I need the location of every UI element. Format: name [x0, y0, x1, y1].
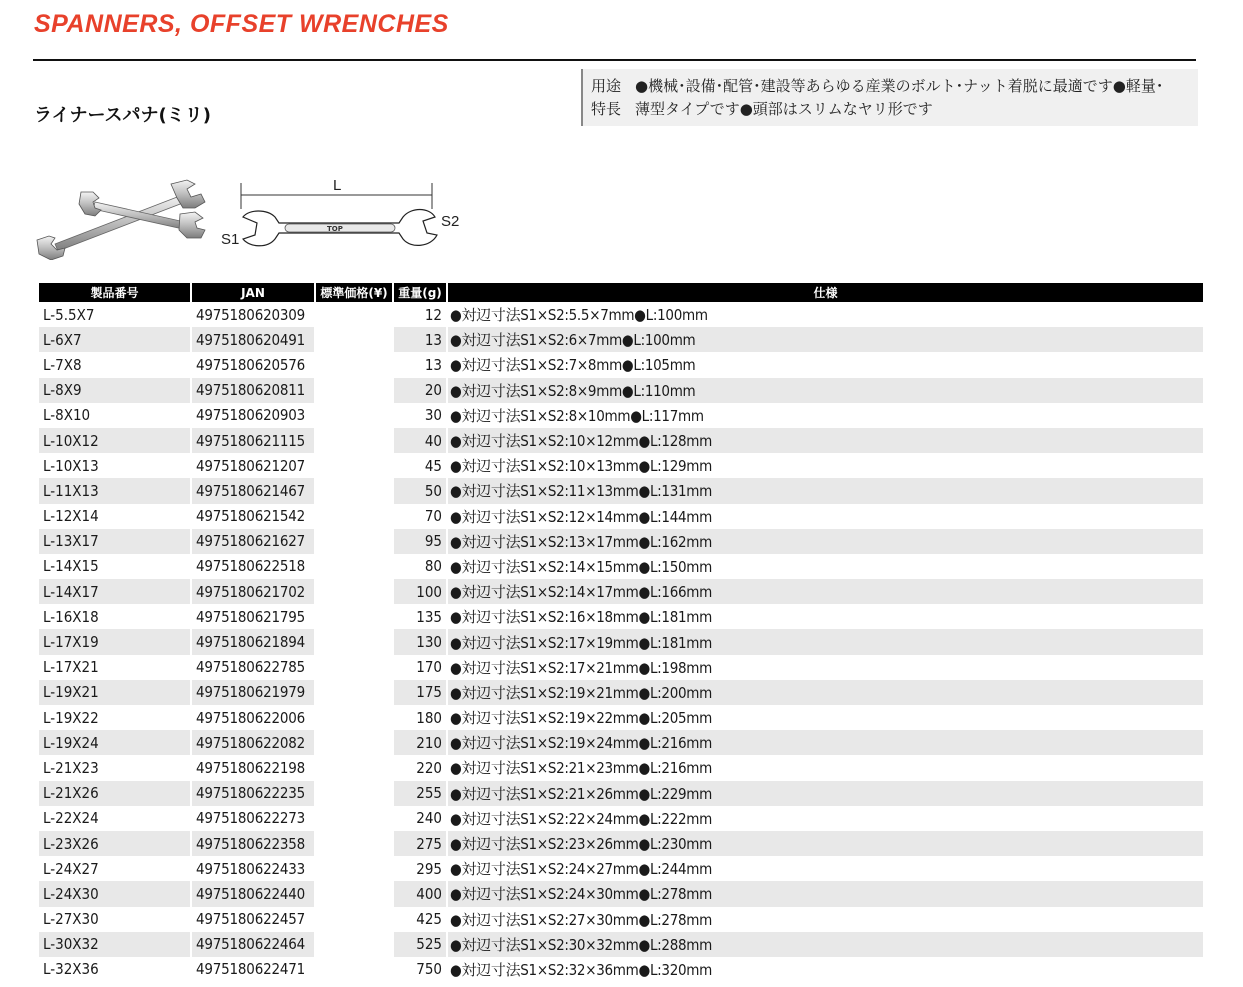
table-row: [39, 478, 1203, 503]
model-cell: L-17X21: [39, 655, 191, 680]
price-cell: [315, 705, 393, 730]
price-cell: [315, 856, 393, 881]
price-cell: [315, 907, 393, 932]
weight-cell: 400: [393, 881, 447, 906]
weight-cell: 100: [393, 579, 447, 604]
model-cell: L-22X24: [39, 806, 191, 831]
price-cell: [315, 730, 393, 755]
weight-cell: 12: [393, 302, 447, 327]
section-title: SPANNERS, OFFSET WRENCHES: [34, 10, 449, 38]
model-cell: L-10X13: [39, 453, 191, 478]
price-cell: [315, 579, 393, 604]
weight-cell: 13: [393, 352, 447, 377]
table-row: [39, 529, 1203, 554]
price-cell: [315, 453, 393, 478]
spec-cell: ●対辺寸法S1×S2:14×15mm●L:150mm: [450, 557, 712, 576]
spec-cell: ●対辺寸法S1×S2:24×30mm●L:278mm: [447, 881, 1203, 906]
weight-cell: 170: [393, 655, 447, 680]
usage-text-line-2: 薄型タイプです●頭部はスリムなヤリ形です: [635, 100, 933, 118]
weight-cell: 40: [393, 428, 447, 453]
dimension-label-s1: S1: [221, 231, 240, 248]
table-row: [39, 755, 1203, 780]
spec-cell: ●対辺寸法S1×S2:11×13mm●L:131mm: [447, 478, 1203, 503]
weight-cell: 20: [393, 378, 447, 403]
model-cell: L-13X17: [39, 529, 191, 554]
model-cell: L-10X12: [39, 428, 191, 453]
spec-cell: ●対辺寸法S1×S2:19×21mm●L:200mm: [447, 680, 1203, 705]
jan-cell: 4975180622471: [191, 957, 315, 982]
table-body: [39, 302, 1203, 982]
jan-cell: 4975180621207: [191, 453, 315, 478]
weight-cell: 70: [393, 504, 447, 529]
jan-cell: 4975180622198: [191, 755, 315, 780]
brand-mark: TOP: [327, 225, 343, 233]
price-cell: [315, 629, 393, 654]
usage-label: 用途: [591, 77, 622, 95]
weight-cell: 175: [393, 680, 447, 705]
weight-cell: 220: [393, 755, 447, 780]
price-cell: [315, 604, 393, 629]
model-cell: L-14X15: [39, 554, 191, 579]
weight-cell: 80: [393, 554, 447, 579]
spec-cell: ●対辺寸法S1×S2:17×21mm●L:198mm: [450, 658, 712, 677]
model-cell: L-8X10: [39, 403, 191, 428]
jan-cell: 4975180622433: [191, 856, 315, 881]
column-header-price: 標準価格(¥): [315, 283, 393, 302]
price-cell: [315, 302, 393, 327]
column-header-weight: 重量(g): [393, 283, 447, 302]
price-cell: [315, 378, 393, 403]
model-cell: L-24X30: [39, 881, 191, 906]
spec-cell: ●対辺寸法S1×S2:10×12mm●L:128mm: [447, 428, 1203, 453]
jan-cell: 4975180620811: [191, 378, 315, 403]
price-cell: [315, 755, 393, 780]
spec-cell: ●対辺寸法S1×S2:19×22mm●L:205mm: [450, 709, 712, 728]
spec-cell: ●対辺寸法S1×S2:21×26mm●L:229mm: [447, 781, 1203, 806]
jan-cell: 4975180622457: [191, 907, 315, 932]
price-cell: [315, 831, 393, 856]
weight-cell: 130: [393, 629, 447, 654]
model-cell: L-5.5X7: [39, 302, 191, 327]
product-name: ライナースパナ(ミリ): [34, 105, 212, 126]
price-cell: [315, 403, 393, 428]
table-row: [39, 705, 1203, 730]
table-row: [39, 856, 1203, 881]
model-cell: L-14X17: [39, 579, 191, 604]
weight-cell: 13: [393, 327, 447, 352]
jan-cell: 4975180622785: [191, 655, 315, 680]
model-cell: L-19X21: [39, 680, 191, 705]
weight-cell: 180: [393, 705, 447, 730]
spec-cell: ●対辺寸法S1×S2:16×18mm●L:181mm: [450, 608, 712, 627]
weight-cell: 210: [393, 730, 447, 755]
model-cell: L-16X18: [39, 604, 191, 629]
price-cell: [315, 932, 393, 957]
jan-cell: 4975180620491: [191, 327, 315, 352]
product-photo: [35, 178, 210, 260]
usage-text-line-1: ●機械･設備･配管･建設等あらゆる産業のボルト･ナット着脱に最適です●軽量･: [635, 77, 1164, 95]
spec-cell: ●対辺寸法S1×S2:5.5×7mm●L:100mm: [450, 306, 708, 325]
jan-cell: 4975180620309: [191, 302, 315, 327]
table-row: [39, 378, 1203, 403]
jan-cell: 4975180620903: [191, 403, 315, 428]
table-row: [39, 655, 1203, 680]
table-row: [39, 604, 1203, 629]
spec-cell: ●対辺寸法S1×S2:21×23mm●L:216mm: [450, 759, 712, 778]
jan-cell: 4975180620576: [191, 352, 315, 377]
table-row: [39, 554, 1203, 579]
price-cell: [315, 428, 393, 453]
price-cell: [315, 504, 393, 529]
jan-cell: 4975180621627: [191, 529, 315, 554]
column-header-spec: 仕様: [447, 283, 1203, 302]
price-cell: [315, 655, 393, 680]
table-row: [39, 352, 1203, 377]
weight-cell: 750: [393, 957, 447, 982]
jan-cell: 4975180621467: [191, 478, 315, 503]
model-cell: L-17X19: [39, 629, 191, 654]
table-row: [39, 629, 1203, 654]
spec-table: [39, 283, 1203, 982]
usage-box: [581, 69, 1198, 126]
spec-cell: ●対辺寸法S1×S2:19×24mm●L:216mm: [447, 730, 1203, 755]
model-cell: L-6X7: [39, 327, 191, 352]
feature-label: 特長: [591, 100, 622, 118]
table-row: [39, 957, 1203, 982]
weight-cell: 275: [393, 831, 447, 856]
jan-cell: 4975180621115: [191, 428, 315, 453]
price-cell: [315, 881, 393, 906]
weight-cell: 525: [393, 932, 447, 957]
table-row: [39, 806, 1203, 831]
jan-cell: 4975180622518: [191, 554, 315, 579]
price-cell: [315, 806, 393, 831]
weight-cell: 255: [393, 781, 447, 806]
model-cell: L-30X32: [39, 932, 191, 957]
model-cell: L-11X13: [39, 478, 191, 503]
table-header-row: [39, 283, 1203, 302]
usage-row-1: [591, 75, 1163, 98]
price-cell: [315, 478, 393, 503]
weight-cell: 45: [393, 453, 447, 478]
model-cell: L-21X23: [39, 755, 191, 780]
jan-cell: 4975180621979: [191, 680, 315, 705]
jan-cell: 4975180621894: [191, 629, 315, 654]
spec-cell: ●対辺寸法S1×S2:24×27mm●L:244mm: [450, 860, 712, 879]
spec-cell: ●対辺寸法S1×S2:10×13mm●L:129mm: [450, 457, 712, 476]
jan-cell: 4975180621702: [191, 579, 315, 604]
jan-cell: 4975180622464: [191, 932, 315, 957]
model-cell: L-19X22: [39, 705, 191, 730]
jan-cell: 4975180622358: [191, 831, 315, 856]
table-row: [39, 453, 1203, 478]
table-row: [39, 881, 1203, 906]
model-cell: L-27X30: [39, 907, 191, 932]
weight-cell: 50: [393, 478, 447, 503]
usage-row-2: [591, 98, 933, 121]
table-row: [39, 907, 1203, 932]
dimension-label-l: L: [333, 177, 342, 194]
column-header-jan: JAN: [191, 283, 315, 302]
spec-cell: ●対辺寸法S1×S2:23×26mm●L:230mm: [447, 831, 1203, 856]
table-row: [39, 428, 1203, 453]
model-cell: L-8X9: [39, 378, 191, 403]
header-divider: [33, 59, 1196, 61]
model-cell: L-32X36: [39, 957, 191, 982]
table-row: [39, 504, 1203, 529]
jan-cell: 4975180622082: [191, 730, 315, 755]
price-cell: [315, 680, 393, 705]
spec-cell: ●対辺寸法S1×S2:27×30mm●L:278mm: [450, 910, 712, 929]
table-row: [39, 781, 1203, 806]
spec-cell: ●対辺寸法S1×S2:14×17mm●L:166mm: [447, 579, 1203, 604]
dimension-diagram: [215, 173, 465, 258]
weight-cell: 240: [393, 806, 447, 831]
price-cell: [315, 327, 393, 352]
weight-cell: 295: [393, 856, 447, 881]
price-cell: [315, 554, 393, 579]
jan-cell: 4975180622440: [191, 881, 315, 906]
price-cell: [315, 529, 393, 554]
table-row: [39, 403, 1203, 428]
price-cell: [315, 957, 393, 982]
spec-cell: ●対辺寸法S1×S2:8×9mm●L:110mm: [447, 378, 1203, 403]
model-cell: L-7X8: [39, 352, 191, 377]
spec-cell: ●対辺寸法S1×S2:13×17mm●L:162mm: [447, 529, 1203, 554]
table-row: [39, 579, 1203, 604]
spec-cell: ●対辺寸法S1×S2:30×32mm●L:288mm: [447, 932, 1203, 957]
jan-cell: 4975180621795: [191, 604, 315, 629]
table-row: [39, 730, 1203, 755]
spec-cell: ●対辺寸法S1×S2:22×24mm●L:222mm: [450, 809, 712, 828]
spec-cell: ●対辺寸法S1×S2:6×7mm●L:100mm: [447, 327, 1203, 352]
table-row: [39, 302, 1203, 327]
price-cell: [315, 352, 393, 377]
table-row: [39, 831, 1203, 856]
table-row: [39, 680, 1203, 705]
jan-cell: 4975180622235: [191, 781, 315, 806]
price-cell: [315, 781, 393, 806]
weight-cell: 135: [393, 604, 447, 629]
jan-cell: 4975180622006: [191, 705, 315, 730]
model-cell: L-23X26: [39, 831, 191, 856]
column-header-model: 製品番号: [39, 283, 191, 302]
spec-cell: ●対辺寸法S1×S2:17×19mm●L:181mm: [447, 629, 1203, 654]
weight-cell: 95: [393, 529, 447, 554]
model-cell: L-12X14: [39, 504, 191, 529]
spec-cell: ●対辺寸法S1×S2:8×10mm●L:117mm: [450, 406, 704, 425]
weight-cell: 425: [393, 907, 447, 932]
model-cell: L-21X26: [39, 781, 191, 806]
model-cell: L-19X24: [39, 730, 191, 755]
spec-cell: ●対辺寸法S1×S2:32×36mm●L:320mm: [450, 960, 712, 979]
dimension-label-s2: S2: [441, 213, 460, 230]
table-row: [39, 327, 1203, 352]
spec-cell: ●対辺寸法S1×S2:12×14mm●L:144mm: [450, 507, 712, 526]
table-row: [39, 932, 1203, 957]
spec-cell: ●対辺寸法S1×S2:7×8mm●L:105mm: [450, 356, 696, 375]
jan-cell: 4975180621542: [191, 504, 315, 529]
model-cell: L-24X27: [39, 856, 191, 881]
jan-cell: 4975180622273: [191, 806, 315, 831]
weight-cell: 30: [393, 403, 447, 428]
